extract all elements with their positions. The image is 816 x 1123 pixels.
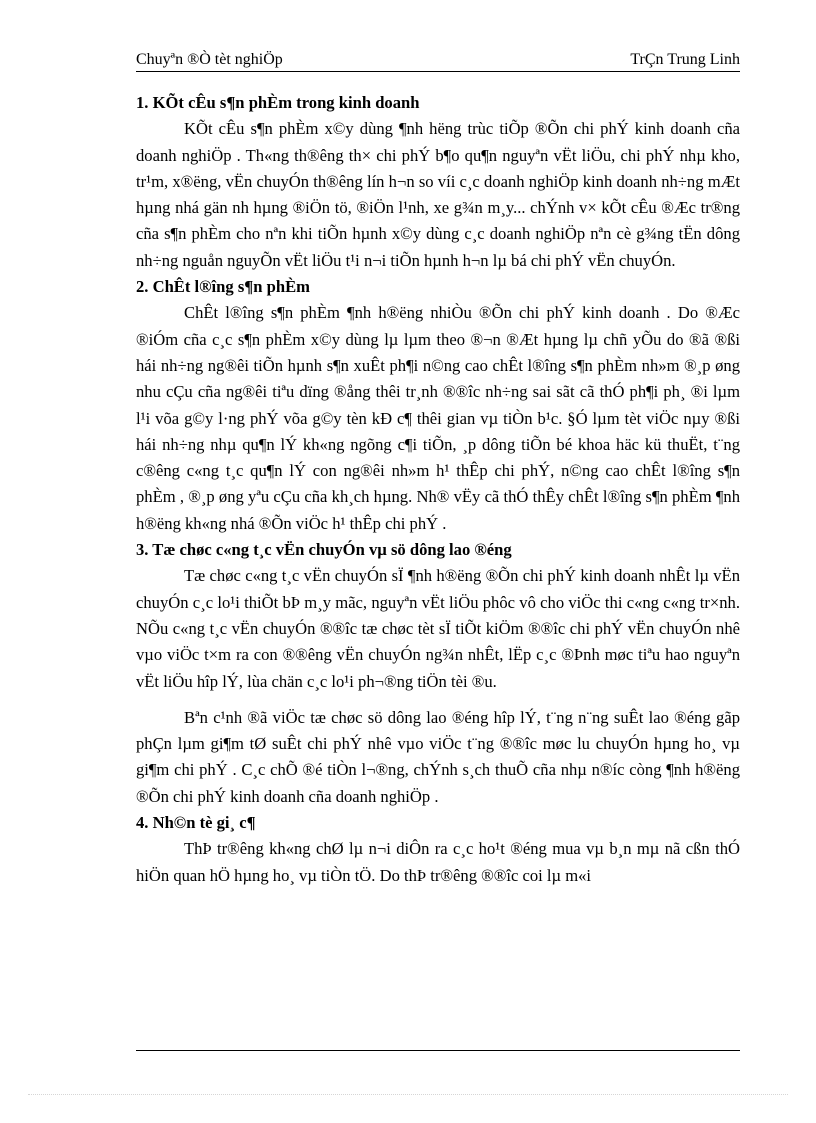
section-heading: 1. KÕt cÊu s¶n phÈm trong kinh doanh [136,93,420,112]
body-paragraph: ChÊt l®îng s¶n phÈm ¶nh h®ëng nhiÒu ®Õn chi phÝ kinh doanh . Do ®Æc ®iÓm cña c¸c s¶n phÈm x©y dùng lµ lµm theo ®¬n ®Æt hµng lµ chñ yÕu do ®ã ®ßi hái nh÷ng ng®êi tiÕn hµnh s¶n xuÊt ph¶i n©ng cao chÊt l®îng s¶n phÈm nh»m ®¸p øng nhu cÇu cña ng®êi tiªu dïng ®ång thêi tr¸nh ®®îc nh÷ng sai sãt cã thÓ ph¶i ph¸ ®i lµm l¹i võa g©y l·ng phÝ võa g©y tèn kÐ c¶ thêi gian vµ tiÒn b¹c. §Ó lµm tèt viÖc nµy ®ßi hái nh÷ng nhµ qu¶n lÝ kh«ng ngõng c¶i tiÕn, ¸p dông tiÕn bé khoa häc kü thuËt, t¨ng c®êng c«ng t¸c qu¶n lÝ con ng®êi nh»m h¹ thÊp chi phÝ, n©ng cao chÊt l®îng s¶n phÈm , ®¸p øng yªu cÇu cña kh¸ch hµng. Nh® vËy cã thÓ thÊy chÊt l®îng s¶n phÈm ¶nh h®ëng kh«ng nhá ®Õn viÖc h¹ thÊp chi phÝ . [136,303,740,533]
body-paragraph: Tæ chøc c«ng t¸c vËn chuyÓn sÏ ¶nh h®ëng ®Õn chi phÝ kinh doanh nhÊt lµ vËn chuyÓn c¸c lo¹i thiÕt bÞ m¸y mãc, nguyªn vËt liÖu phôc vô cho viÖc thi c«ng c«ng tr×nh. NÕu c«ng t¸c vËn chuyÓn ®®îc tæ chøc tèt sÏ tiÕt kiÖm ®®îc chi phÝ vËn chuyÓn nhê vµo viÖc t×m ra con ®®êng vËn chuyÓn ng¾n nhÊt, lËp c¸c ®Þnh møc tiªu hao nguyªn vËt liÖu hîp lÝ, lùa chän c¸c lo¹i ph¬®ng tiÖn tèi ®u. [136,566,740,691]
body-paragraph: ThÞ tr®êng kh«ng chØ lµ n¬i diÔn ra c¸c ho¹t ®éng mua vµ b¸n mµ nã cßn thÓ hiÖn quan hÖ hµng ho¸ vµ tiÒn tÖ. Do thÞ tr®êng ®®îc coi lµ m«i [136,839,740,885]
footer-rule [136,1050,740,1051]
running-header [136,49,740,72]
section-heading: 3. Tæ chøc c«ng t¸c vËn chuyÓn vµ sö dông lao ®éng [136,540,512,560]
document-body [136,90,740,889]
section-heading: 2. ChÊt l®îng s¶n phÈm [136,277,310,297]
header-document-title: Chuyªn ®Ò tèt nghiÖp [136,51,283,68]
page-edge-divider [28,1094,788,1095]
header-author-name: TrÇn Trung Linh [630,51,740,68]
body-paragraph: Bªn c¹nh ®ã viÖc tæ chøc sö dông lao ®éng hîp lÝ, t¨ng n¨ng suÊt lao ®éng gãp phÇn lµm gi¶m tØ suÊt chi phÝ nhê vµo viÖc t¨ng ®®îc møc lu chuyÓn hµng ho¸ vµ gi¶m chi phÝ . C¸c chÕ ®é tiÒn l¬®ng, chÝnh s¸ch thuÕ cña nhµ n®íc còng ¶nh h®ëng ®Õn chi phÝ kinh doanh cña doanh nghiÖp . [136,707,740,806]
body-paragraph: KÕt cÊu s¶n phÈm x©y dùng ¶nh hëng trùc tiÕp ®Õn chi phÝ kinh doanh cña doanh nghiÖp . Th«ng th®êng th× chi phÝ b¶o qu¶n nguyªn vËt liÖu, chi phÝ nhµ kho, tr¹m, x®ëng, vËn chuyÓn th®êng lín h¬n so víi c¸c doanh nghiÖp kinh doanh nh÷ng mÆt hµng nhá gän nh hµng ®iÖn tö, ®iÖn l¹nh, xe g¾n m¸y... chÝnh v× kÕt cÊu ®Æc tr®ng cña s¶n phÈm cho nªn khi tiÕn hµnh x©y dùng c¸c doanh nghiÖp nªn cè g¾ng tËn dông nh÷ng nguån nguyÕn vËt liÖu t¹i n¬i tiÕn hµnh h¬n lµ bá chi phÝ vËn chuyÓn. [136,119,740,270]
section-heading: 4. Nh©n tè gi¸ c¶ [136,813,256,833]
